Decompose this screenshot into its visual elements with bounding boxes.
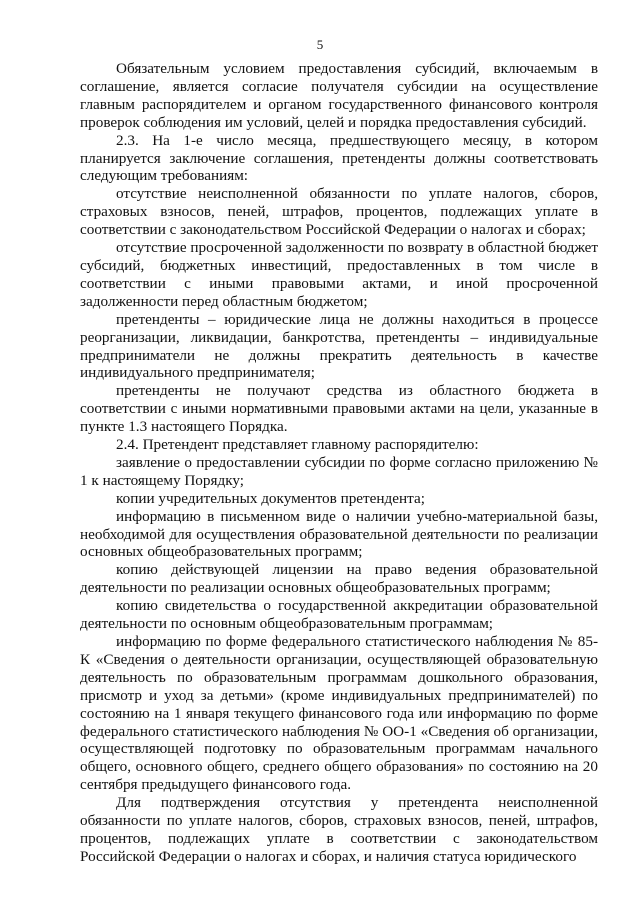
paragraph: 2.3. На 1-е число месяца, предшествующего месяцу, в котором планируется заключение соглашения, претенденты должны соответствовать следующим требованиям: xyxy=(80,131,598,185)
paragraph: претенденты не получают средства из областного бюджета в соответствии с иными нормативными правовыми актами на цели, указанные в пункте 1.3 настоящего Порядка. xyxy=(80,382,598,436)
paragraph: Обязательным условием предоставления субсидий, включаемым в соглашение, является согласие получателя субсидии на осуществление главным распорядителем и органом государственного финансового контроля проверок соблюдения им условий, целей и порядка предоставления субсидий. xyxy=(80,60,598,131)
paragraph: копию действующей лицензии на право ведения образовательной деятельности по реализации основных общеобразовательных программ; xyxy=(80,561,598,597)
paragraph: 2.4. Претендент представляет главному распорядителю: xyxy=(116,436,479,454)
paragraph: отсутствие неисполненной обязанности по уплате налогов, сборов, страховых взносов, пеней, штрафов, процентов, подлежащих уплате в соответствии с законодательством Российской Федерации о налогах и сборах; xyxy=(80,185,598,239)
paragraph: информацию в письменном виде о наличии учебно-материальной базы, необходимой для осуществления образовательной деятельности по реализации основных общеобразовательных программ; xyxy=(80,507,598,561)
document-body xyxy=(80,60,598,866)
paragraph: отсутствие просроченной задолженности по возврату в областной бюджет субсидий, бюджетных инвестиций, предоставленных в том числе в соответствии с иными правовыми актами, и иной просроченной задолженности перед областным бюджетом; xyxy=(80,239,598,310)
paragraph: заявление о предоставлении субсидии по форме согласно приложению № 1 к настоящему Порядку; xyxy=(80,453,598,489)
page-number: 5 xyxy=(316,37,324,52)
paragraph: копии учредительных документов претендента; xyxy=(116,489,425,507)
paragraph: информацию по форме федерального статистического наблюдения № 85-К «Сведения о деятельности организации, осуществляющей образовательную деятельность по образовательным программам дошкольного образования, присмотр и уход за детьми» (кроме индивидуальных предпринимателей) по состоянию на 1 января текущего финансового года или информацию по форме федерального статистического наблюдения № ОО-1 «Сведения об организации, осуществляющей подготовку по образовательным программам начального общего, основного общего, среднего общего образования» по состоянию на 20 сентября предыдущего финансового года. xyxy=(80,633,598,794)
paragraph: претенденты – юридические лица не должны находиться в процессе реорганизации, ликвидации, банкротства, претенденты – индивидуальные предприниматели не должны прекратить деятельность в качестве индивидуального предпринимателя; xyxy=(80,310,598,382)
paragraph: копию свидетельства о государственной аккредитации образовательной деятельности по основным общеобразовательным программам; xyxy=(80,597,598,633)
paragraph: Для подтверждения отсутствия у претендента неисполненной обязанности по уплате налогов, сборов, страховых взносов, пеней, штрафов, процентов, подлежащих уплате в соответствии с законодательством Российской Федерации о налогах и сборах, и наличия статуса юридического xyxy=(80,794,598,865)
